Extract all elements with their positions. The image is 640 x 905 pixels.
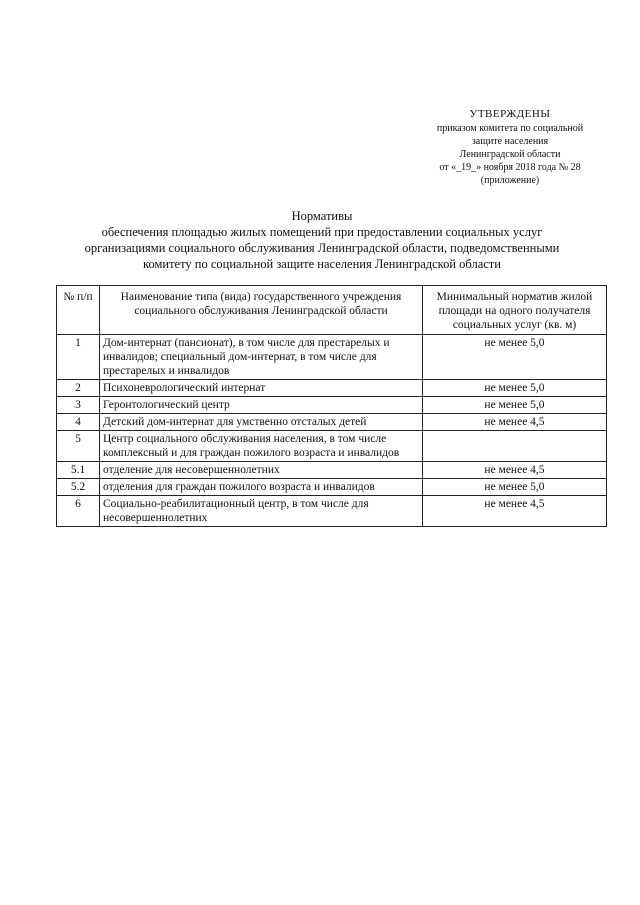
title-line: комитету по социальной защите населения Ленинградской области [143,257,501,271]
title-heading: Нормативы [291,209,353,223]
norms-table [56,285,607,527]
approval-note: (приложение) [480,175,540,186]
approval-line: Ленинградской области [459,149,561,160]
title-line: организациями социального обслуживания Ленинградской области, подведомственными [84,241,560,255]
header-min-area: Минимальный норматив жилой площади на одного получателя социальных услуг (кв. м) [423,286,607,335]
approval-stamp [400,108,620,187]
row-number: 5.2 [57,479,100,496]
table-row [57,462,607,479]
row-number: 6 [57,496,100,527]
row-number: 3 [57,397,100,414]
row-institution: Центр социального обслуживания населения, в том числе комплексный и для граждан пожилого возраста и инвалидов [100,431,423,462]
row-number: 1 [57,335,100,380]
approval-heading: УТВЕРЖДЕНЫ [469,108,551,120]
document-title [40,208,604,272]
row-number: 5 [57,431,100,462]
row-number: 2 [57,380,100,397]
row-norm: не менее 5,0 [423,479,607,496]
table-row [57,335,607,380]
row-institution: Психоневрологический интернат [100,380,423,397]
row-institution: Геронтологический центр [100,397,423,414]
row-norm [423,431,607,462]
table-row [57,380,607,397]
row-institution: отделения для граждан пожилого возраста и инвалидов [100,479,423,496]
header-number: № п/п [57,286,100,335]
approval-line: приказом комитета по социальной [436,123,584,134]
row-norm: не менее 4,5 [423,414,607,431]
table-row [57,431,607,462]
table-row [57,479,607,496]
table-row [57,414,607,431]
row-institution: Детский дом-интернат для умственно отсталых детей [100,414,423,431]
title-line: обеспечения площадью жилых помещений при предоставлении социальных услуг [101,225,543,239]
row-norm: не менее 4,5 [423,462,607,479]
row-number: 5.1 [57,462,100,479]
row-institution: отделение для несовершеннолетних [100,462,423,479]
table-header-row [57,286,607,335]
row-institution: Дом-интернат (пансионат), в том числе для престарелых и инвалидов; специальный дом-интернат, в том числе для престарелых и инвалидов [100,335,423,380]
row-institution: Социально-реабилитационный центр, в том числе для несовершеннолетних [100,496,423,527]
row-norm: не менее 5,0 [423,397,607,414]
row-norm: не менее 5,0 [423,335,607,380]
approval-line: защите населения [471,136,549,147]
table-row [57,496,607,527]
header-institution-type: Наименование типа (вида) государственного учреждения социального обслуживания Ленинградской области [100,286,423,335]
row-norm: не менее 5,0 [423,380,607,397]
row-number: 4 [57,414,100,431]
table-row [57,397,607,414]
approval-date: от «_19_» ноября 2018 года № 28 [439,162,581,173]
row-norm: не менее 4,5 [423,496,607,527]
